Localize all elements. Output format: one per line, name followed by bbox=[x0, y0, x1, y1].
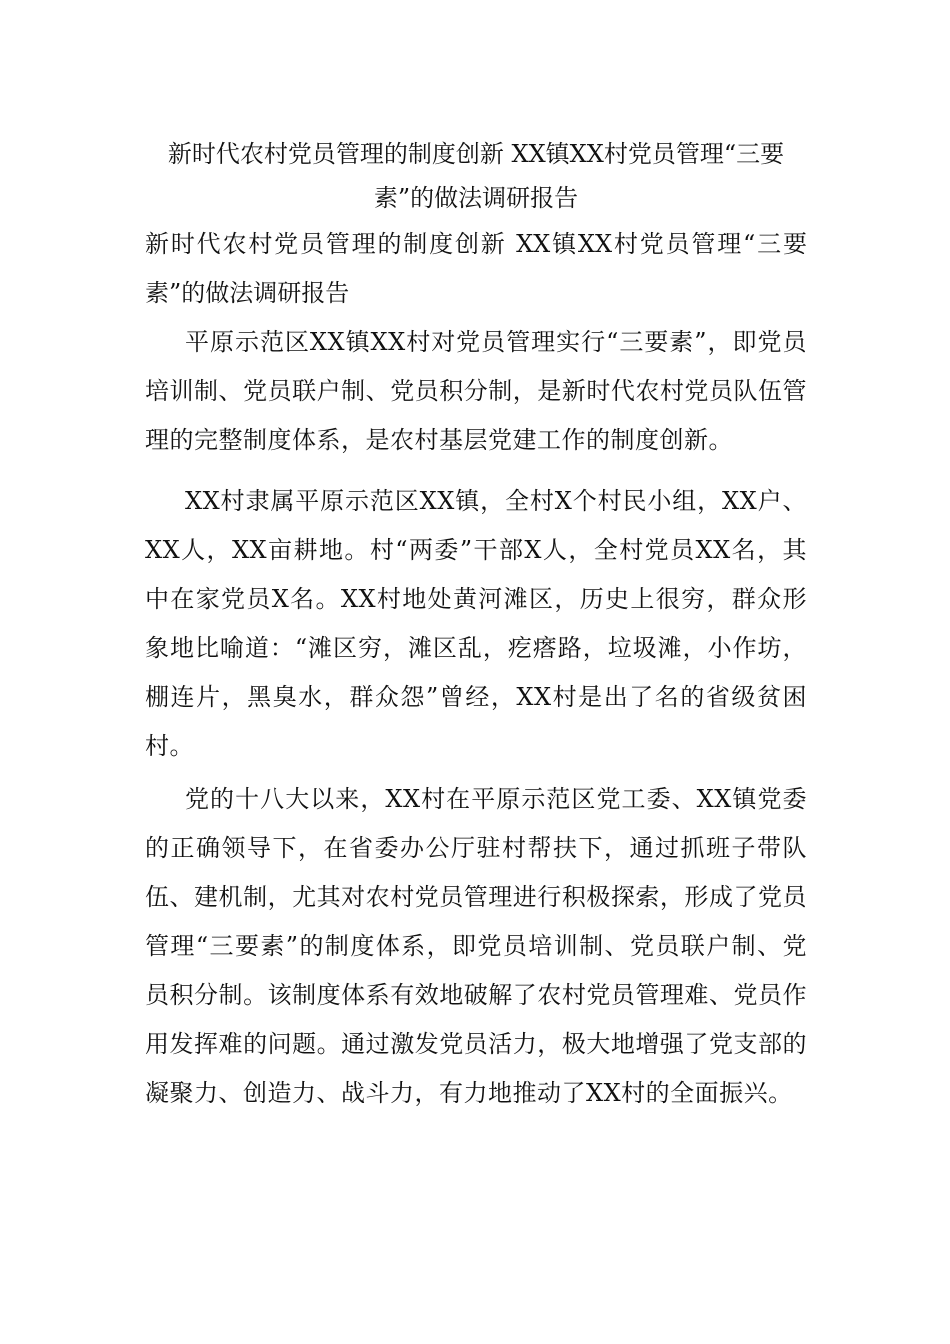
paragraph-village-overview: XX村隶属平原示范区XX镇，全村X个村民小组，XX户、XX人，XX亩耕地。村“两委”干部X人，全村党员XX名，其中在家党员X名。XX村地处黄河滩区，历史上很穷，群众形象地比喻道：“滩区穷，滩区乱，疙瘩路，垃圾滩，小作坊，棚连片，黑臭水，群众怨”曾经，XX村是出了名的省级贫困村。 bbox=[145, 487, 807, 760]
paragraph-development: 党的十八大以来，XX村在平原示范区党工委、XX镇党委的正确领导下，在省委办公厅驻村帮扶下，通过抓班子带队伍、建机制，尤其对农村党员管理进行积极探索，形成了党员管理“三要素”的制度体系，即党员培训制、党员联户制、党员积分制。该制度体系有效地破解了农村党员管理难、党员作用发挥难的问题。通过激发党员活力，极大地增强了党支部的凝聚力、创造力、战斗力，有力地推动了XX村的全面振兴。 bbox=[145, 785, 807, 1107]
document-title: 新时代农村党员管理的制度创新 XX镇XX村党员管理“三要素”的做法调研报告 bbox=[167, 140, 785, 212]
paragraph-intro: 平原示范区XX镇XX村对党员管理实行“三要素”，即党员培训制、党员联户制、党员积分制，是新时代农村党员队伍管理的完整制度体系，是农村基层党建工作的制度创新。 bbox=[145, 328, 807, 454]
document-body bbox=[145, 132, 807, 1118]
document-subtitle: 新时代农村党员管理的制度创新 XX镇XX村党员管理“三要素”的做法调研报告 bbox=[145, 230, 807, 307]
